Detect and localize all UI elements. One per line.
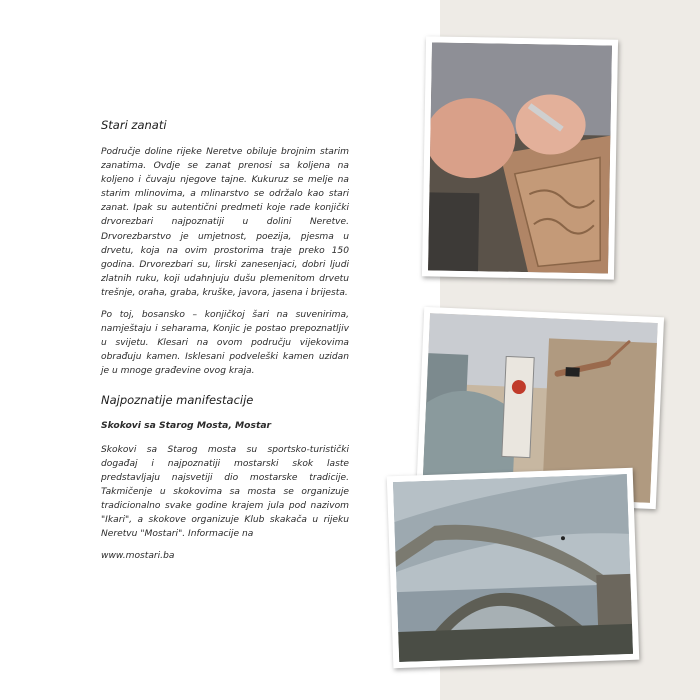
photo-woodcarving [422, 36, 618, 279]
event-paragraph: Skokovi sa Starog mosta su sportsko-turistički događaj i najpoznatiji mostarski skok laste predstavljaju najsvetiji dio mostarske tradicije. Takmičenje u skokovima sa mosta se organizuje tradicionalno svake godine krajem jula pod nazivom "Ikari", a skokove organizuje Klub skakača u rijeku Neretvu "Mostari". Informacije na [101, 444, 349, 540]
crafts-paragraph-1: Područje doline rijeke Neretve obiluje brojnim starim zanatima. Ovdje se zanat prenosi sa koljena na koljeno i čuvaju njegove tajne. Kukuruz se melje na starim mlinovima, a mlinarstvo se održalo kao stari zanat. Ipak su autentični predmeti koje rade konjički drvorezbari najpoznatiji u dolini Neretve. Drvorezbarstvo je umjetnost, poezija, pjesma u drvetu, koja na ovim prostorima traje preko 150 godina. Drvorezbari su, lirski zanesenjaci, dobri ljudi zlatnih ruku, koji udahnjuju dušu plemenitom drvetu trešnje, oraha, graba, kruške, javora, jasena i brijesta. [101, 147, 349, 298]
text-column [101, 118, 349, 563]
section-heading-events: Najpoznatije manifestacije [101, 392, 254, 407]
event-link[interactable]: www.mostari.ba [101, 551, 175, 562]
crafts-paragraph-2: Po toj, bosansko – konjičkoj šari na suvenirima, namještaju i seharama, Konjic je postao prepoznatljiv u svijetu. Klesari na ovom području vijekovima obrađuju kamen. Isklesani podveleški kamen uzidan je u mnoge građevine ovog kraja. [101, 310, 349, 377]
photo-old-bridge [387, 468, 640, 668]
event-subheading: Skokovi sa Starog Mosta, Mostar [101, 419, 272, 431]
section-heading-crafts: Stari zanati [101, 118, 167, 132]
